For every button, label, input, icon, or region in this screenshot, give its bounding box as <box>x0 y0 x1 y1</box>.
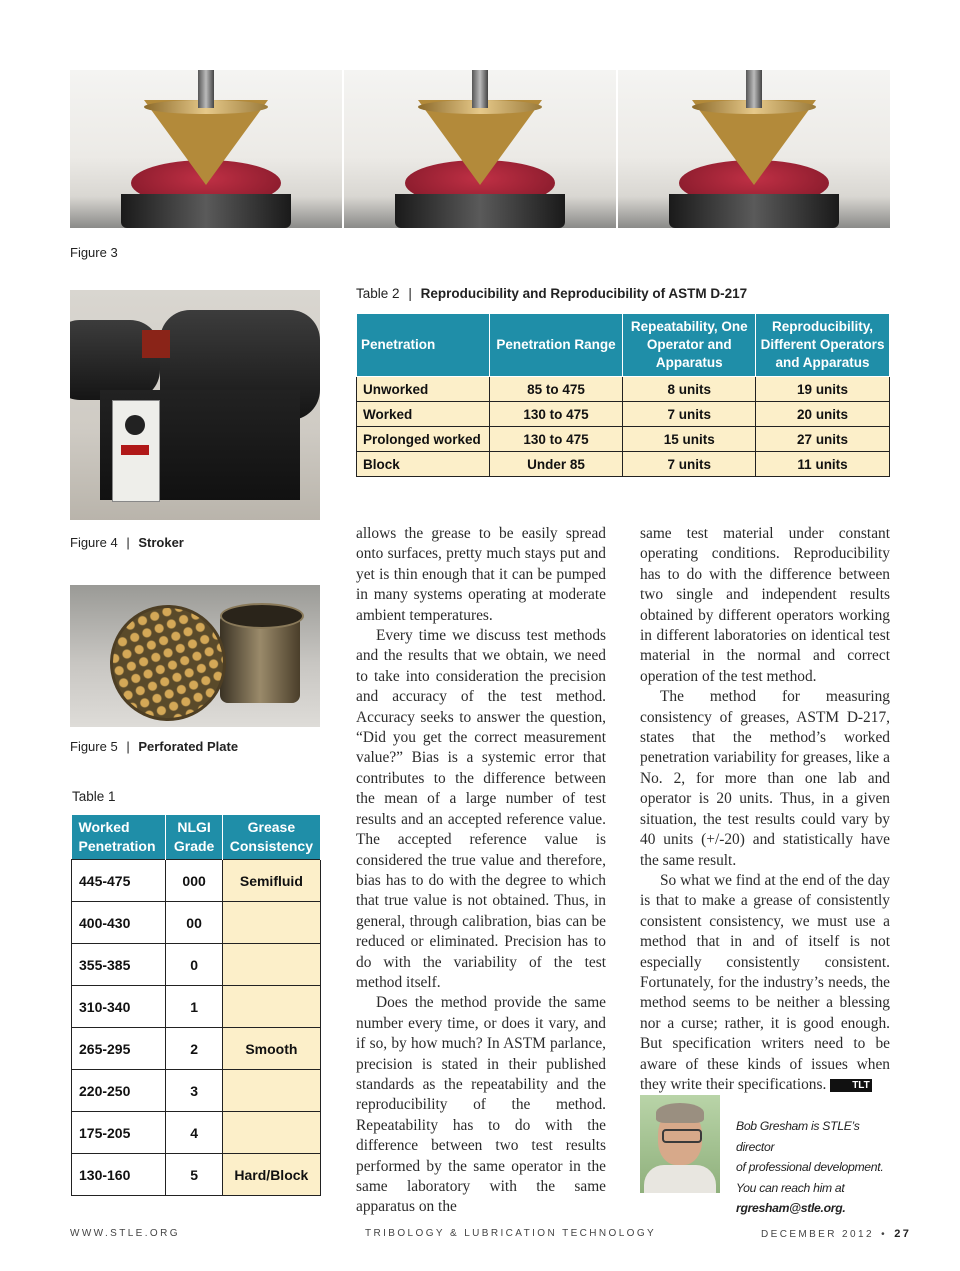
author-email: rgresham@stle.org. <box>736 1201 846 1215</box>
table-cell: 175-205 <box>72 1112 166 1154</box>
table-cell: Smooth <box>222 1028 320 1070</box>
article-paragraph: The method for measuring consistency of greases, ASTM D-217, states that the method’s worked penetration variability for greases, like a No. 2, for more than one lab and operator is 20 units. Thus, in a given situation, the test results could vary by 40 units (+/-20) and statistically have the same result. <box>640 688 890 869</box>
table-row <box>357 452 890 477</box>
figure-3-caption: Figure 3 <box>70 245 118 260</box>
table-cell: 2 <box>166 1028 222 1070</box>
article-paragraph: Every time we discuss test methods and the results that we obtain, we need to take into consideration the precision and accuracy of the test method. Accuracy seeks to answer the question, “Did you get the correct measurement value?” Bias is a systemic error that contributes to the difference between the mean of a large number of test results and an accepted reference value. The accepted reference value is considered the true value and therefore, bias has to do with the degree to which that true value is not obtained. Thus, in general, through calibration, bias can be reduced or eliminated. Precision has to do with the variability of the test method itself. <box>356 627 606 991</box>
article-paragraph: allows the grease to be easily spread onto surfaces, pretty much stays put and yet is thin enough that it can be pumped in many systems operating at moderate ambient temperatures. <box>356 525 606 624</box>
table-row <box>72 1070 321 1112</box>
table-1-caption: Table 1 <box>72 789 116 804</box>
table-row <box>357 402 890 427</box>
article-column-1 <box>356 524 606 1218</box>
figure-5-title: Perforated Plate <box>138 739 239 754</box>
table-cell: 355-385 <box>72 944 166 986</box>
footer-publication: TRIBOLOGY & LUBRICATION TECHNOLOGY <box>365 1228 657 1239</box>
table-2-caption: Table 2 | Reproducibility and Reproducibility of ASTM D-217 <box>356 286 748 301</box>
table-row <box>72 1028 321 1070</box>
table-cell: 3 <box>166 1070 222 1112</box>
table-1-header: NLGI Grade <box>166 815 222 860</box>
figure-4-number: Figure 4 <box>70 535 118 550</box>
table-row <box>357 377 890 402</box>
bio-line: of professional development. <box>736 1160 884 1174</box>
author-bio <box>736 1116 896 1219</box>
article-paragraph: same test material under constant operating conditions. Reproducibility has to do with the difference between two single and independent results obtained by different operators working in different laboratories on identical test material in the normal and correct operation of the test method. <box>640 525 890 685</box>
figure-5-number: Figure 5 <box>70 739 118 754</box>
table-cell: Block <box>357 452 490 477</box>
table-cell: 130 to 475 <box>489 402 623 427</box>
article-paragraph-text: So what we find at the end of the day is that to make a grease of consistently consistent consistency, we must use a method that in and of itself is not especially consistently consistent. Fortunately, for the industry’s needs, the method seems to be neither a blessing nor a curse; rather, it is good enough. But specification writers need to be aware of these kinds of issues when they write their specifications. <box>640 871 890 1093</box>
table-row <box>72 902 321 944</box>
table-cell: 400-430 <box>72 902 166 944</box>
table-row <box>72 944 321 986</box>
table-cell: 20 units <box>756 402 890 427</box>
table-cell: Unworked <box>357 377 490 402</box>
penetration-photo-2 <box>344 70 616 228</box>
table-cell: Hard/Block <box>222 1154 320 1196</box>
table-cell: 00 <box>166 902 222 944</box>
bio-line: Bob Gresham is STLE’s director <box>736 1119 860 1154</box>
footer-date: DECEMBER 2012 <box>761 1229 874 1240</box>
table-cell: 310-340 <box>72 986 166 1028</box>
table-cell: 000 <box>166 860 222 902</box>
figure-5-caption: Figure 5 | Perforated Plate <box>70 739 239 754</box>
table-cell: 8 units <box>623 377 756 402</box>
article-column-2 <box>640 524 890 1095</box>
table-1-header: Grease Consistency <box>222 815 320 860</box>
table-cell: 445-475 <box>72 860 166 902</box>
footer-separator: • <box>881 1229 887 1240</box>
table-cell: 7 units <box>623 452 756 477</box>
table-row <box>72 1112 321 1154</box>
table-2-number: Table 2 <box>356 286 400 301</box>
table-cell: Under 85 <box>489 452 623 477</box>
table-cell: 85 to 475 <box>489 377 623 402</box>
figure-3-photo-strip <box>70 70 890 228</box>
table-cell: 5 <box>166 1154 222 1196</box>
table-1 <box>71 815 321 1196</box>
table-cell <box>222 986 320 1028</box>
table-row <box>72 860 321 902</box>
table-cell: 7 units <box>623 402 756 427</box>
footer-issue <box>761 1228 911 1240</box>
tlt-end-mark-icon: TLT <box>830 1079 872 1092</box>
page-number: 27 <box>894 1228 912 1240</box>
table-2-header: Penetration Range <box>489 314 623 377</box>
footer-website: WWW.STLE.ORG <box>70 1228 180 1239</box>
table-2-header: Reproducibility, Different Operators and Apparatus <box>756 314 890 377</box>
table-cell: 19 units <box>756 377 890 402</box>
table-cell: 27 units <box>756 427 890 452</box>
table-2-header: Penetration <box>357 314 490 377</box>
author-portrait <box>640 1095 720 1193</box>
table-cell <box>222 1070 320 1112</box>
table-2-title: Reproducibility and Reproducibility of ASTM D-217 <box>420 286 748 301</box>
table-row <box>72 986 321 1028</box>
figure-4-title: Stroker <box>138 535 184 550</box>
table-cell: 15 units <box>623 427 756 452</box>
table-cell <box>222 902 320 944</box>
table-row <box>72 1154 321 1196</box>
table-cell: 4 <box>166 1112 222 1154</box>
table-cell: 130-160 <box>72 1154 166 1196</box>
figure-4-caption: Figure 4 | Stroker <box>70 535 184 550</box>
penetration-photo-1 <box>70 70 342 228</box>
article-paragraph <box>640 871 890 1095</box>
table-row <box>357 427 890 452</box>
table-1-header: Worked Penetration <box>72 815 166 860</box>
article-paragraph: Does the method provide the same number every time, or does it vary, and if so, by how much? In ASTM parlance, precision is stated in their published standards as the repeatability and the reproducibility of the method. Repeatability has to do with the difference between two test results performed by the same operator in the same laboratory with the same apparatus on the <box>356 994 606 1216</box>
figure-4-stroker-photo <box>70 290 320 520</box>
table-cell <box>222 944 320 986</box>
table-cell: 220-250 <box>72 1070 166 1112</box>
penetration-photo-3 <box>618 70 890 228</box>
table-cell: 1 <box>166 986 222 1028</box>
table-cell: Prolonged worked <box>357 427 490 452</box>
table-2 <box>356 313 890 477</box>
table-cell: 11 units <box>756 452 890 477</box>
table-cell: Worked <box>357 402 490 427</box>
bio-line: You can reach him at <box>736 1180 845 1195</box>
table-2-header: Repeatability, One Operator and Apparatus <box>623 314 756 377</box>
table-cell: Semifluid <box>222 860 320 902</box>
table-cell: 0 <box>166 944 222 986</box>
table-cell: 130 to 475 <box>489 427 623 452</box>
table-cell <box>222 1112 320 1154</box>
table-cell: 265-295 <box>72 1028 166 1070</box>
figure-5-perforated-plate-photo <box>70 585 320 727</box>
